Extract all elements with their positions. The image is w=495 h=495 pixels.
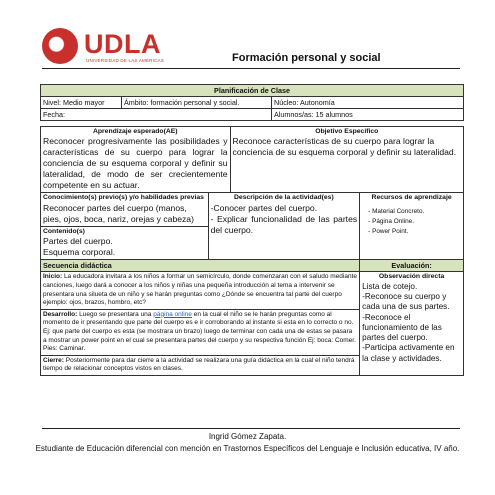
inicio-block xyxy=(41,272,359,309)
desarrollo-block xyxy=(41,310,359,356)
conocimientos-heading: Conocimiento(s) previo(s) y/o habilidades previas xyxy=(43,194,204,202)
aprendizaje-cell xyxy=(41,127,231,193)
document-title: Formación personal y social xyxy=(232,52,381,64)
recursos-cell xyxy=(360,193,464,260)
evaluacion-subheading: Observación directa xyxy=(378,273,445,281)
fecha-cell: Fecha: xyxy=(41,109,272,121)
aprendizaje-text: Reconocer progresivamente las posibilidades y características de su cuerpo para lograr la conciencia de su esquema corporal y definir su lateralidad, de modo de ser crecientemente competente en su actuar. xyxy=(43,136,228,191)
footer-author: Ingrid Gómez Zapata. xyxy=(208,432,287,441)
desarrollo-text-post: en la cual el niño se le harán preguntas como al momento de ir presentando que parte del cuerpo es e ir corroborando al instante si esta en lo correcto o no. Ej: que parte del cuerpo es esta (se mostrara un brazo) luego de terminar con cada una de estas se pasara a mostrar un power point en el cual se presentara partes del cuerpo y su respectiva función Ej: boca: Comer. Pies: Caminar. xyxy=(43,310,356,353)
inicio-label: Inicio: xyxy=(43,273,63,281)
recurso-item: - Power Point. xyxy=(376,227,461,237)
contenido-item: Partes del cuerpo. xyxy=(43,236,113,247)
desarrollo-text-pre: Luego se presentara una xyxy=(77,310,154,318)
recursos-list xyxy=(362,207,461,237)
evaluacion-item: Lista de cotejo. xyxy=(362,281,418,291)
cierre-block xyxy=(41,356,359,375)
conocimientos-text: Reconocer partes del cuerpo (manos, pies, ojos, boca, nariz, orejas y cabeza) xyxy=(43,202,194,224)
objetivo-cell xyxy=(230,127,463,193)
contenidos-heading: Contenido(s) xyxy=(43,227,85,235)
evaluacion-item: -Reconoce el funcionamiento de las partes del cuerpo. xyxy=(362,312,442,343)
nivel-cell: Nivel: Medio mayor xyxy=(41,97,122,109)
cierre-text: Posteriormente para dar cierre a la actividad se realizara una guía didáctica en la cual el niño tendrá tiempo de relacionar conceptos vistos en clases. xyxy=(43,356,355,373)
planificacion-heading: Planificación de Clase xyxy=(41,85,464,97)
planificacion-table xyxy=(40,84,464,121)
actividad-item: -Conocer partes del cuerpo. xyxy=(210,202,318,213)
inicio-text: La educadora invitara a los niños a formar un semicírculo, donde comenzaran con el saludo mediante canciones, luego dará a conocer a los niños y niñas una pequeña introducción al tema a intervenir se presentara una silueta de un niño y se harán preguntas como ¿Dónde se encuentra tal parte del cuerpo ejemplo: ojos, brazos, hombro, etc? xyxy=(43,273,357,307)
actividad-item: - Explicar funcionalidad de las partes del cuerpo. xyxy=(210,213,358,235)
secuencia-cell xyxy=(41,272,360,375)
objetivo-text: Reconoce características de su cuerpo para lograr la conciencia de su esquema corporal y definir su lateralidad. xyxy=(232,136,457,158)
pagina-online-link[interactable]: página online xyxy=(153,310,192,318)
evaluacion-heading: Evaluación: xyxy=(360,260,464,272)
recurso-item: - Material Concreto. xyxy=(376,207,461,217)
title-divider xyxy=(42,68,460,69)
footer-description: Estudiante de Educación diferencial con mención en Trastornos Específicos del Lenguaje e Inclusión educativa, IV año. xyxy=(35,444,460,453)
contenidos-block xyxy=(41,227,208,259)
logo-text: UDLA xyxy=(84,29,161,59)
actividades-cell xyxy=(208,193,360,260)
objetivo-heading: Objetivo Específico xyxy=(315,128,379,135)
desarrollo-label: Desarrollo: xyxy=(43,310,78,318)
secuencia-heading: Secuencia didáctica xyxy=(41,260,360,272)
alumnos-cell: Alumnos/as: 15 alumnos xyxy=(272,109,464,121)
cierre-label: Cierre: xyxy=(43,356,64,364)
detalle-table xyxy=(40,126,464,376)
evaluacion-item: -Participa activamente en la clase y actividades. xyxy=(362,343,455,363)
conocimientos-cell xyxy=(41,193,209,260)
nucleo-cell: Núcleo: Autonomía xyxy=(272,97,464,109)
evaluacion-item: -Reconoce su cuerpo y cada una de sus partes. xyxy=(362,292,450,312)
contenido-item: Esquema corporal. xyxy=(43,247,116,258)
aprendizaje-heading: Aprendizaje esperado(AE) xyxy=(92,128,178,135)
actividades-heading: Descripción de la actividad(es) xyxy=(234,194,334,202)
recursos-heading: Recursos de aprendizaje xyxy=(371,194,452,202)
recurso-item: - Página Online. xyxy=(376,217,461,227)
udla-logo-icon xyxy=(42,28,78,64)
ambito-cell: Ámbito: formación personal y social. xyxy=(122,97,272,109)
conocimientos-block xyxy=(41,193,208,226)
evaluacion-cell xyxy=(360,272,464,375)
logo-subtitle: UNIVERSIDAD DE LAS AMÉRICAS xyxy=(86,58,164,63)
footer-divider xyxy=(42,428,460,429)
